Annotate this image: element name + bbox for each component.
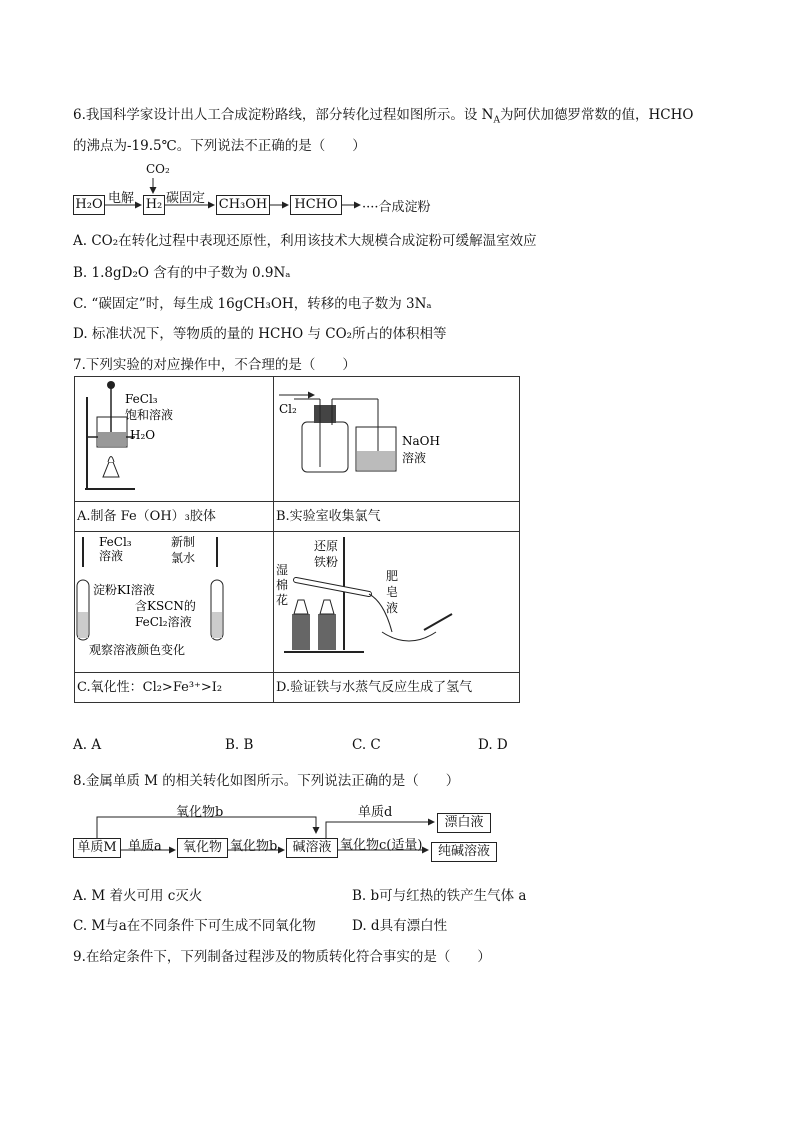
- fig-b-label-sol: 溶液: [402, 451, 427, 465]
- fig-d-label-reduced: 还原: [314, 539, 339, 553]
- fig-a-label-h2o: H₂O: [130, 428, 156, 442]
- fig-c-label-fecl2: FeCl₂溶液: [135, 615, 192, 629]
- fig-d-label-soap2: 皂: [386, 585, 399, 599]
- fig-d-label-cotton: 棉: [276, 578, 289, 592]
- flow-box-ch3oh: CH₃OH: [216, 195, 270, 215]
- q8-box-bleach: 漂白液: [437, 813, 491, 833]
- fig-a-label-sat: 饱和溶液: [125, 408, 174, 422]
- q7-experiment-table: [74, 376, 520, 703]
- fig-d-apparatus: [274, 532, 519, 668]
- fig-c-label-sol: 溶液: [99, 549, 124, 563]
- fig-b-apparatus: [274, 377, 519, 497]
- fig-c-label-kscn: 含KSCN的: [135, 599, 196, 613]
- q6-option-b: B. 1.8gD₂O 含有的中子数为 0.9Nₐ: [73, 265, 291, 281]
- q8-label-d: 单质d: [358, 805, 393, 820]
- flow-label-co2: CO₂: [146, 162, 170, 176]
- fig-c-label-observe: 观察溶液颜色变化: [89, 643, 186, 657]
- q8-option-d: D. d具有漂白性: [352, 918, 448, 934]
- fig-a-apparatus: [75, 377, 273, 497]
- fig-d-label-soap1: 肥: [386, 569, 399, 583]
- q7-caption-c-cell: [75, 673, 274, 703]
- q6-stem-part1: 6.我国科学家设计出人工合成淀粉路线，部分转化过程如图所示。设 N: [73, 107, 494, 123]
- flow-box-h2o: H₂O: [73, 195, 105, 215]
- fig-a-label-fecl3: FeCl₃: [125, 392, 158, 406]
- q8-box-base: 碱溶液: [286, 838, 338, 858]
- q6-flow-arrows: [0, 0, 794, 260]
- fig-c-label-clw: 氯水: [171, 551, 196, 565]
- q7-caption-a: A.制备 Fe（OH）₃胶体: [77, 509, 216, 524]
- q8-label-oxb-top: 氧化物b: [176, 805, 224, 820]
- q8-option-c: C. M与a在不同条件下可生成不同氧化物: [73, 918, 316, 934]
- q6-option-d: D. 标准状况下，等物质的量的 HCHO 与 CO₂所占的体积相等: [73, 326, 447, 342]
- q8-box-oxide: 氧化物: [177, 838, 228, 858]
- fig-c-label-fecl3: FeCl₃: [99, 535, 132, 549]
- q7-caption-a-cell: [75, 502, 274, 532]
- q8-flow-arrows: [0, 790, 794, 870]
- fig-d-label-wet: 湿: [276, 563, 289, 577]
- q7-figure-c: [75, 532, 274, 673]
- q6-option-c: C. “碳固定”时，每生成 16gCH₃OH，转移的电子数为 3Nₐ: [73, 296, 432, 312]
- fig-b-label-cl2: Cl₂: [279, 402, 297, 416]
- flow-box-h2: H₂: [143, 195, 165, 215]
- q8-label-a: 单质a: [128, 839, 162, 854]
- fig-c-apparatus: [75, 532, 273, 668]
- fig-d-label-iron-powder: 铁粉: [314, 555, 339, 569]
- q8-label-oxc: 氧化物c(适量): [340, 838, 423, 853]
- q7-caption-d-cell: [274, 673, 520, 703]
- q7-figure-d: [274, 532, 520, 673]
- q7-figure-b: [274, 377, 520, 502]
- q9-stem: 9.在给定条件下，下列制备过程涉及的物质转化符合事实的是（ ）: [73, 949, 491, 965]
- q8-option-a: A. M 着火可用 c灭火: [73, 888, 203, 904]
- q8-stem: 8.金属单质 M 的相关转化如图所示。下列说法正确的是（ ）: [73, 773, 460, 789]
- fig-d-label-soap3: 液: [386, 601, 399, 615]
- flow-label-electrolysis: 电解: [108, 191, 135, 206]
- q6-stem-line2: 的沸点为-19.5℃。下列说法不正确的是（ ）: [73, 138, 366, 154]
- q7-caption-b-cell: [274, 502, 520, 532]
- fig-b-label-naoh: NaOH: [402, 434, 440, 448]
- flow-box-hcho: HCHO: [290, 195, 342, 215]
- q8-box-soda: 纯碱溶液: [431, 842, 497, 862]
- flow-end-starch: ····合成淀粉: [362, 200, 431, 215]
- fig-d-label-flower: 花: [276, 593, 289, 607]
- q7-answer-d: D. D: [478, 737, 508, 753]
- q7-answer-a: A. A: [73, 737, 102, 753]
- q6-stem-part2: 为阿伏加德罗常数的值，HCHO: [499, 107, 694, 123]
- q7-caption-d: D.验证铁与水蒸气反应生成了氢气: [276, 680, 473, 695]
- q6-stem-sub: A: [493, 115, 500, 126]
- q8-box-m: 单质M: [73, 838, 121, 858]
- q8-label-oxb: 氧化物b: [230, 839, 278, 854]
- q6-option-a: A. CO₂在转化过程中表现还原性，利用该技术大规模合成淀粉可缓解温室效应: [73, 233, 537, 249]
- fig-c-label-new: 新制: [171, 535, 196, 549]
- q7-caption-b: B.实验室收集氯气: [276, 509, 381, 524]
- fig-c-label-ki: 淀粉KI溶液: [93, 583, 155, 597]
- flow-label-carbon-fix: 碳固定: [166, 191, 206, 206]
- q7-figure-a: [75, 377, 274, 502]
- q7-caption-c: C.氧化性：Cl₂>Fe³⁺>I₂: [77, 680, 223, 695]
- q7-answer-b: B. B: [225, 737, 254, 753]
- q7-stem: 7.下列实验的对应操作中，不合理的是（ ）: [73, 357, 356, 373]
- q8-option-b: B. b可与红热的铁产生气体 a: [352, 888, 527, 904]
- q7-answer-c: C. C: [352, 737, 381, 753]
